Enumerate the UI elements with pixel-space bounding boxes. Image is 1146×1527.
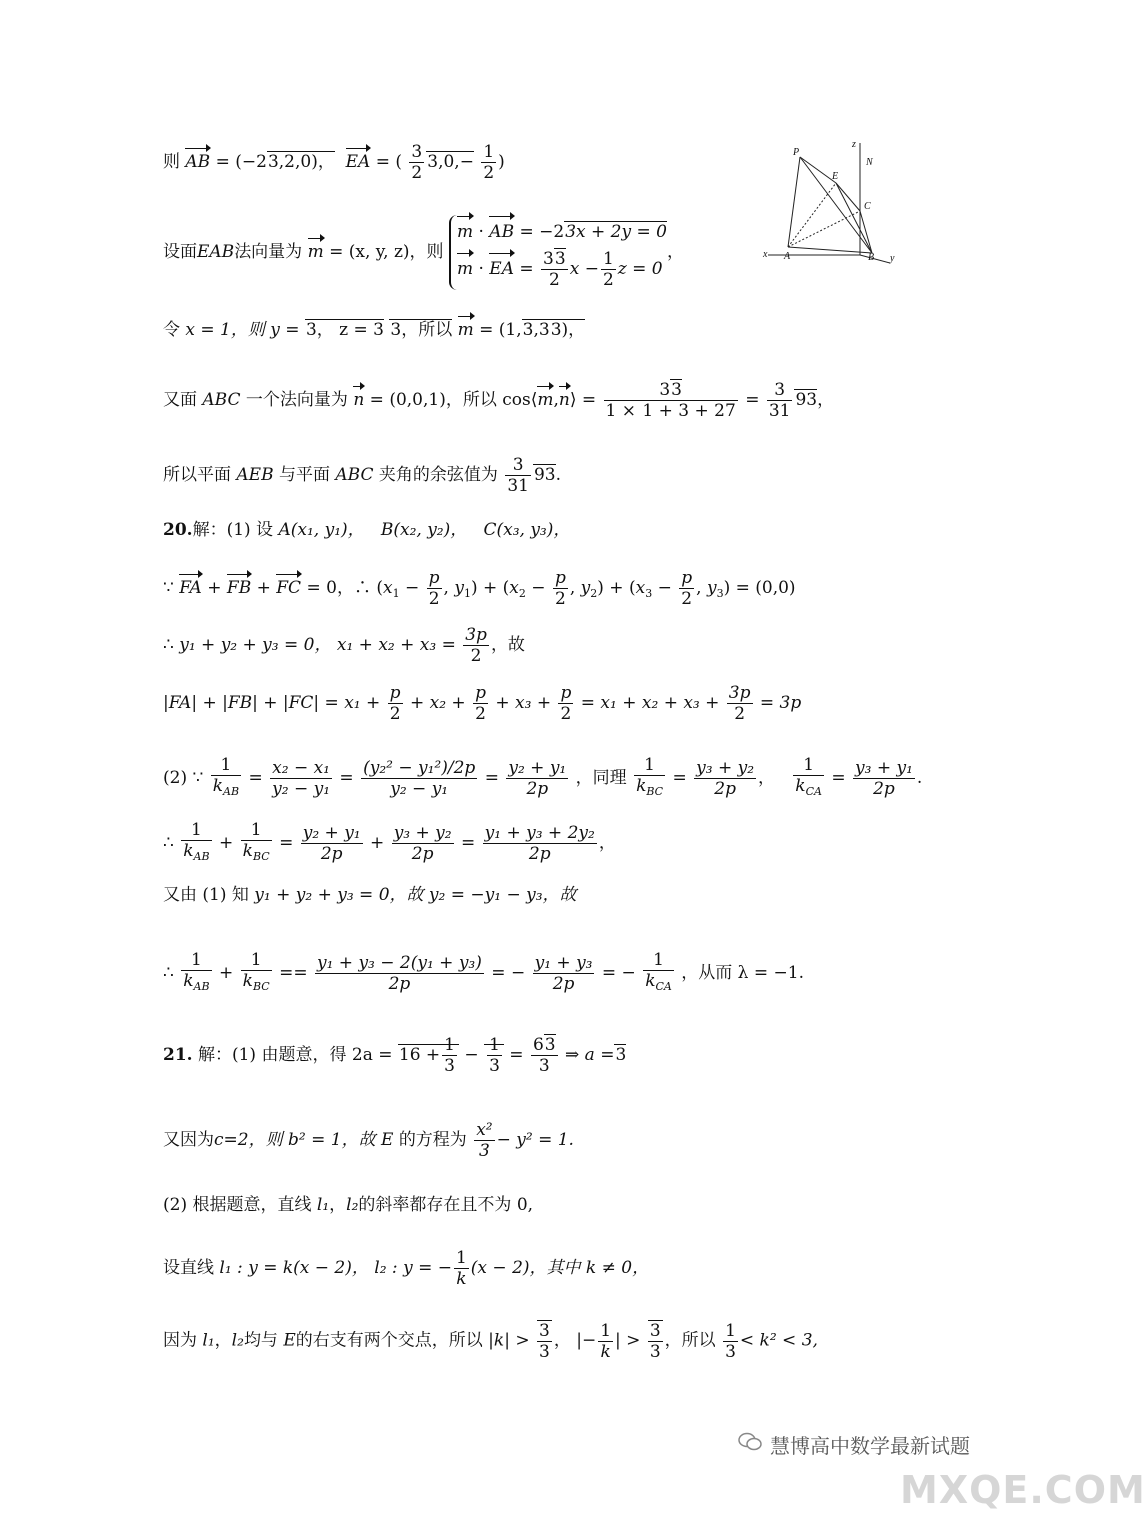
text: 3，所以 — [390, 320, 453, 340]
text: 又因为 — [163, 1130, 214, 1150]
label-P: P — [793, 147, 800, 158]
line-ab-ea — [163, 142, 505, 183]
q21-part2: (2) 根据题意，直线 l₁，l₂的斜率都存在且不为 0, — [163, 1195, 534, 1215]
text: ，故 — [490, 635, 525, 655]
text: 3,0,− — [427, 152, 474, 172]
equation-system: m · AB = −23x + 2y = 0 m · EA = $\frac{33}{2}$ x − $\frac{1}{2}$ z = 0 — [449, 215, 667, 290]
text: 3， z = 3 — [305, 320, 384, 340]
label-y: y — [890, 253, 895, 264]
text: 所以平面 — [163, 465, 231, 485]
text: ) — [498, 152, 505, 172]
text: |FA| + |FB| + |FC| = x₁ + — [163, 693, 381, 713]
text: 的斜率都存在且不为 0, — [358, 1195, 534, 1215]
text: 令 — [163, 320, 180, 340]
text: 93 — [533, 465, 556, 485]
text: 的右支有两个交点，所以 — [295, 1330, 483, 1351]
text: 又面 — [163, 390, 197, 410]
vector-m: m — [308, 237, 324, 267]
text: B(x₂, y₂)， — [380, 520, 468, 540]
text: x = 1，则 y = — [185, 320, 300, 340]
wechat-icon — [738, 1432, 762, 1452]
text: (2) ∵ — [163, 768, 204, 788]
text: ，从而 λ = −1. — [681, 963, 804, 983]
text: ∵ — [163, 578, 174, 598]
tetrahedron-figure — [760, 135, 900, 265]
text: A(x₁, y₁)， — [278, 520, 365, 540]
text: + x₂ + — [409, 693, 466, 713]
watermark-site: MXQE.COM — [900, 1468, 1146, 1512]
text: (2) 根据题意，直线 — [163, 1195, 312, 1215]
text: c=2，则 — [214, 1130, 283, 1150]
text: 93 — [795, 390, 818, 410]
text: 3,2,0)， — [267, 152, 335, 172]
q20-also — [163, 880, 577, 910]
label-A: A — [784, 251, 791, 262]
text: AEB — [236, 465, 274, 485]
fraction: $\frac{3}{2}$ — [411, 142, 423, 183]
label-x: x — [763, 249, 768, 260]
label-B: B — [868, 252, 875, 263]
text: = — [745, 390, 760, 410]
text: ， — [666, 242, 684, 262]
text: ，同理 — [575, 768, 627, 788]
vector-EA: EA — [346, 147, 371, 177]
text: = 0，∴ — [306, 578, 371, 598]
text: 解：(1) 由题意，得 2a = — [197, 1045, 393, 1065]
text: ⟩ = — [569, 390, 597, 410]
question-number: 20. — [163, 520, 193, 540]
text: 又由 (1) 知 — [163, 885, 249, 905]
q20-final: ∴ $\frac{1}{k_{AB}}$ + $\frac{1}{k_{BC}}$ == $\frac{\text{y₁ + y₃ − 2(y₁ + y₃)}}{2p}$ = − $\frac{\text{y₁ + y₃}}{2p}$ = − $\frac{1}{k_{CA}}$ ，从而 λ = −1. — [163, 950, 804, 994]
q20-sums — [163, 625, 525, 666]
label-E: E — [832, 171, 839, 182]
text: + x₃ + — [495, 693, 552, 713]
q20-part2: (2) ∵ $\frac{1}{k_{AB}}$ = $\frac{\text{x₂ − x₁}}{\text{y₂ − y₁}}$ = $\frac{\text{(y₂² − y₁²)/2p}}{\text{y₂ − y₁}}$ = $\frac{\text{y₂ + y₁}}{2p}$ ，同理 $\frac{1}{k_{BC}}$ = $\frac{\text{y₃ + y₂}}{2p}$ ， $\frac{1}{k_{CA}}$ = $\frac{\text{y₃ + y₁}}{2p}$ . — [163, 755, 923, 799]
text: 一个法向量为 — [245, 390, 348, 410]
text: y₁ + y₂ + y₃ = 0， x₁ + x₂ + x₃ = — [179, 635, 456, 655]
text: C(x₃, y₃)， — [483, 520, 571, 540]
fraction: $\frac{33}{1 \times 1 + 3 + 27}$ — [605, 380, 736, 421]
line-cos-result: 所以平面 AEB 与平面 ABC 夹角的余弦值为 $\frac{3}{31}$ 93. — [163, 455, 561, 496]
question-number: 21. — [163, 1045, 193, 1065]
text: EAB — [197, 242, 235, 262]
q20-header — [163, 515, 570, 545]
label-z: z — [852, 139, 856, 150]
text: ⇒ a = — [565, 1045, 615, 1065]
text: y₁ + y₂ + y₃ = 0，故 y₂ = −y₁ − y₃，故 — [254, 885, 577, 905]
text: 法向量为 — [234, 242, 303, 262]
y-axis — [860, 255, 890, 263]
vector-m: m — [458, 315, 474, 345]
text: l₁ : y = k(x − 2)， — [219, 1258, 369, 1278]
text: 夹角的余弦值为 — [378, 465, 498, 485]
text: = (x, y, z)，则 — [329, 242, 444, 262]
text: 则 — [163, 152, 180, 172]
text: 3)， — [550, 320, 586, 340]
text: 的方程为 — [398, 1130, 467, 1150]
text: = (0,0,1)，所以 cos⟨ — [369, 390, 538, 410]
line-normal-system — [163, 215, 684, 290]
text: = 3p — [759, 693, 802, 713]
text: ABC — [202, 390, 241, 410]
line-cos: 又面 ABC 一个法向量为 n = (0,0,1)，所以 cos⟨m,n⟩ = $\frac{33}{1 \times 1 + 3 + 27}$ = $\frac{3}{31}$ 93， — [163, 380, 835, 421]
text: ∴ — [163, 635, 174, 655]
text: ABC — [335, 465, 374, 485]
fraction: $\frac{3}{31}$ — [768, 380, 791, 421]
text: = x₁ + x₂ + x₃ + — [580, 693, 720, 713]
text: = (−2 — [215, 152, 267, 172]
text: = ( — [375, 152, 403, 172]
vector-AB: AB — [185, 147, 210, 177]
label-N: N — [866, 157, 873, 168]
fraction: $\frac{1}{2}$ — [483, 142, 495, 183]
label-C: C — [864, 201, 871, 212]
text: b² = 1，故 — [288, 1130, 376, 1150]
text: 设面 — [163, 242, 197, 262]
q20-sum-k: ∴ $\frac{1}{k_{AB}}$ + $\frac{1}{k_{BC}}$ = $\frac{\text{y₂ + y₁}}{2p}$ + $\frac{\text{y₃ + y₂}}{2p}$ = $\frac{\text{y₁ + y₃ + 2y₂}}{2p}$ ， — [163, 820, 616, 864]
text: 因为 — [163, 1330, 197, 1351]
q20-vector-sum: ∵ FA + FB + FC = 0，∴ ($x_1$ − $\frac{p}{2}$ , $y_1) + (x_2$ − $\frac{p}{2}$ , $y_2) + (x_3$ − $\frac{p}{2}$ , $y_3) = (0,0)$ — [163, 568, 796, 609]
text: 解：(1) 设 — [192, 520, 274, 540]
text: 设直线 — [163, 1258, 214, 1278]
watermark-account: 慧博高中数学最新试题 — [770, 1434, 970, 1458]
fraction: $\frac{3}{31}$ — [507, 455, 529, 496]
q21-header: 21. 解：(1) 由题意，得 2a = 16 + $\frac{1}{3}$ − $\frac{1}{3}$ = $\frac{63}{3}$ ⇒ a =3 — [163, 1035, 627, 1076]
vector-n: n — [353, 385, 364, 415]
q21-eq: 又因为c=2，则 b² = 1，故 E 的方程为 $\frac{\text{x²}}{3}$ − y² = 1. — [163, 1120, 574, 1161]
text: = (1, — [479, 320, 522, 340]
line-let-x — [163, 315, 585, 345]
text: (0,0) — [755, 578, 796, 598]
text: 3,3 — [522, 320, 550, 340]
fraction: $\frac{3p}{2}$ — [465, 625, 487, 666]
text: 与平面 — [279, 465, 330, 485]
q20-abs-sum: |FA| + |FB| + |FC| = x₁ + $\frac{p}{2}$ + x₂ + $\frac{p}{2}$ + x₃ + $\frac{p}{2}$ = x₁ + x₂ + x₃ + $\frac{3p}{2}$ = 3p — [163, 683, 802, 724]
q21-lines: 设直线 l₁ : y = k(x − 2)， l₂ : y = − $\frac{1}{k}$ (x − 2)，其中 k ≠ 0， — [163, 1248, 650, 1289]
q21-cond: 因为 l₁，l₂均与 E的右支有两个交点，所以 |k| > $\frac{3}{3}$ ， |− $\frac{1}{k}$ | > $\frac{3}{3}$ ，所以 $\frac{1}{3}$ < k² < 3, — [163, 1320, 818, 1362]
